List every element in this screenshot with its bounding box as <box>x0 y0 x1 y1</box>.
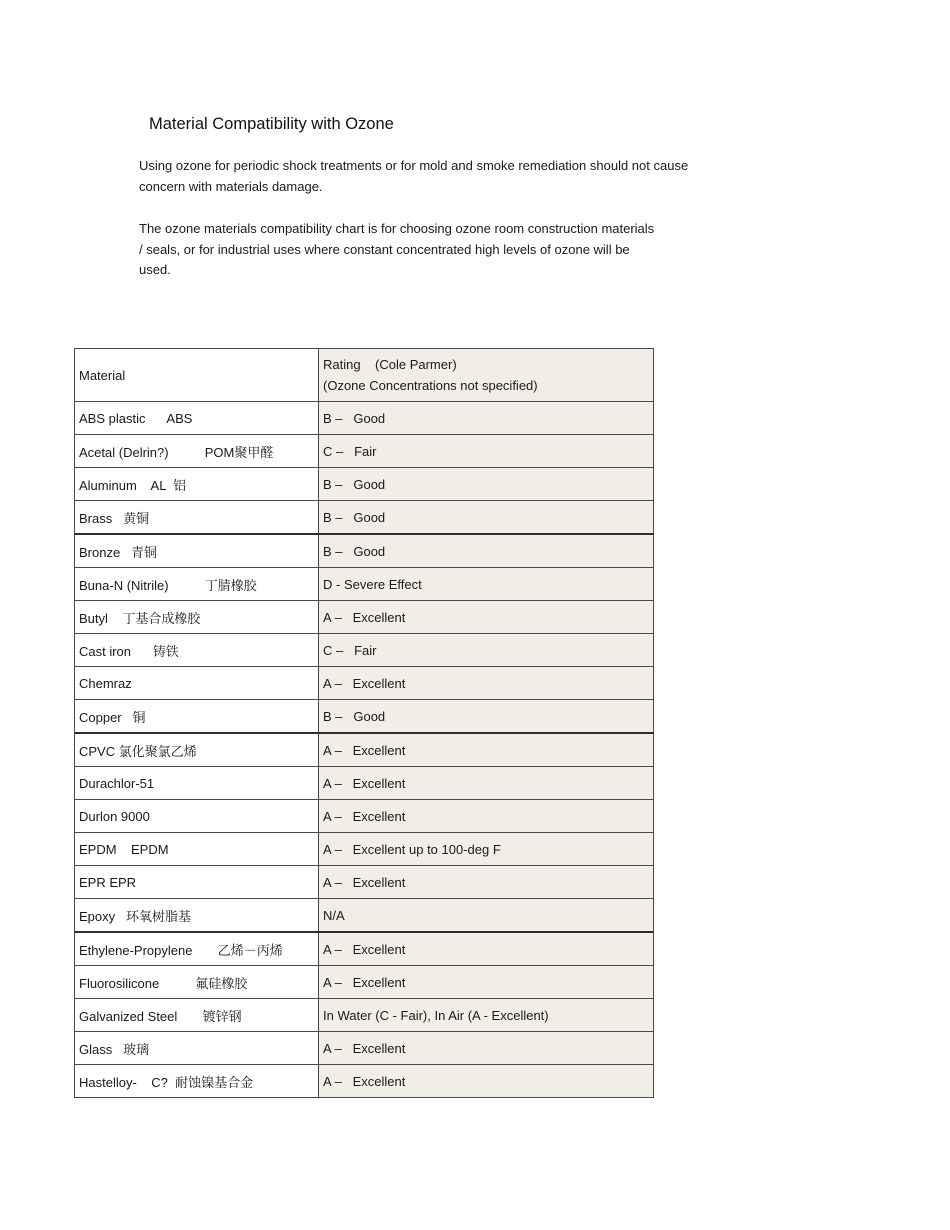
table-header-row <box>75 349 654 402</box>
table-row <box>75 402 654 435</box>
material-cell: EPDM EPDM <box>75 833 319 866</box>
header-rating-line-2: (Ozone Concentrations not specified) <box>323 378 538 393</box>
header-rating-line-1: Rating (Cole Parmer) <box>323 357 457 372</box>
rating-cell: B – Good <box>319 468 654 501</box>
header-material: Material <box>75 349 319 402</box>
table-row <box>75 700 654 734</box>
rating-cell: B – Good <box>319 534 654 568</box>
material-cell: Glass 玻璃 <box>75 1032 319 1065</box>
rating-cell: B – Good <box>319 402 654 435</box>
rating-cell: D - Severe Effect <box>319 568 654 601</box>
material-cell: Galvanized Steel 镀锌钢 <box>75 999 319 1032</box>
rating-cell: A – Excellent <box>319 866 654 899</box>
table-row <box>75 501 654 535</box>
rating-cell: A – Excellent <box>319 601 654 634</box>
rating-cell: A – Excellent <box>319 667 654 700</box>
rating-cell: A – Excellent <box>319 733 654 767</box>
rating-cell: C – Fair <box>319 634 654 667</box>
rating-cell: B – Good <box>319 700 654 734</box>
table-row <box>75 667 654 700</box>
material-cell: Buna-N (Nitrile) 丁腈橡胶 <box>75 568 319 601</box>
material-cell: CPVC 氯化聚氯乙烯 <box>75 733 319 767</box>
material-cell: Brass 黄铜 <box>75 501 319 535</box>
material-cell: Ethylene-Propylene 乙烯－丙烯 <box>75 932 319 966</box>
table-row <box>75 966 654 999</box>
material-cell: EPR EPR <box>75 866 319 899</box>
rating-cell: C – Fair <box>319 435 654 468</box>
rating-cell: A – Excellent <box>319 932 654 966</box>
rating-cell: In Water (C - Fair), In Air (A - Excellent) <box>319 999 654 1032</box>
table-row <box>75 833 654 866</box>
chart-purpose-paragraph: The ozone materials compatibility chart is for choosing ozone room construction materials / seals, or for industrial uses where constant concentrated high levels of ozone will be used. <box>139 221 655 277</box>
intro-paragraph: Using ozone for periodic shock treatments or for mold and smoke remediation should not cause concern with materials damage. <box>139 158 689 194</box>
table-row <box>75 932 654 966</box>
table-row <box>75 601 654 634</box>
rating-cell: A – Excellent <box>319 966 654 999</box>
table-row <box>75 899 654 933</box>
material-cell: Epoxy 环氧树脂基 <box>75 899 319 933</box>
table-row <box>75 767 654 800</box>
material-cell: Hastelloy- C? 耐蚀镍基合金 <box>75 1065 319 1098</box>
material-cell: Copper 铜 <box>75 700 319 734</box>
material-cell: Durlon 9000 <box>75 800 319 833</box>
material-cell: Cast iron 铸铁 <box>75 634 319 667</box>
table-row <box>75 468 654 501</box>
table-row <box>75 800 654 833</box>
rating-cell: A – Excellent <box>319 767 654 800</box>
table-row <box>75 534 654 568</box>
table-row <box>75 999 654 1032</box>
material-cell: Durachlor-51 <box>75 767 319 800</box>
rating-cell: A – Excellent <box>319 1065 654 1098</box>
material-cell: Acetal (Delrin?) POM聚甲醛 <box>75 435 319 468</box>
rating-cell: A – Excellent up to 100-deg F <box>319 833 654 866</box>
table-row <box>75 1065 654 1098</box>
table-row <box>75 435 654 468</box>
material-cell: Fluorosilicone 氟硅橡胶 <box>75 966 319 999</box>
rating-cell: A – Excellent <box>319 800 654 833</box>
material-cell: Chemraz <box>75 667 319 700</box>
material-cell: Butyl 丁基合成橡胶 <box>75 601 319 634</box>
table-row <box>75 634 654 667</box>
table-row <box>75 733 654 767</box>
table-row <box>75 1032 654 1065</box>
material-cell: ABS plastic ABS <box>75 402 319 435</box>
material-cell: Aluminum AL 铝 <box>75 468 319 501</box>
compatibility-table <box>74 348 654 1098</box>
page-title: Material Compatibility with Ozone <box>149 115 394 133</box>
rating-cell: B – Good <box>319 501 654 535</box>
rating-cell: N/A <box>319 899 654 933</box>
table-row <box>75 568 654 601</box>
rating-cell: A – Excellent <box>319 1032 654 1065</box>
table-row <box>75 866 654 899</box>
material-cell: Bronze 青铜 <box>75 534 319 568</box>
header-rating <box>319 349 654 402</box>
